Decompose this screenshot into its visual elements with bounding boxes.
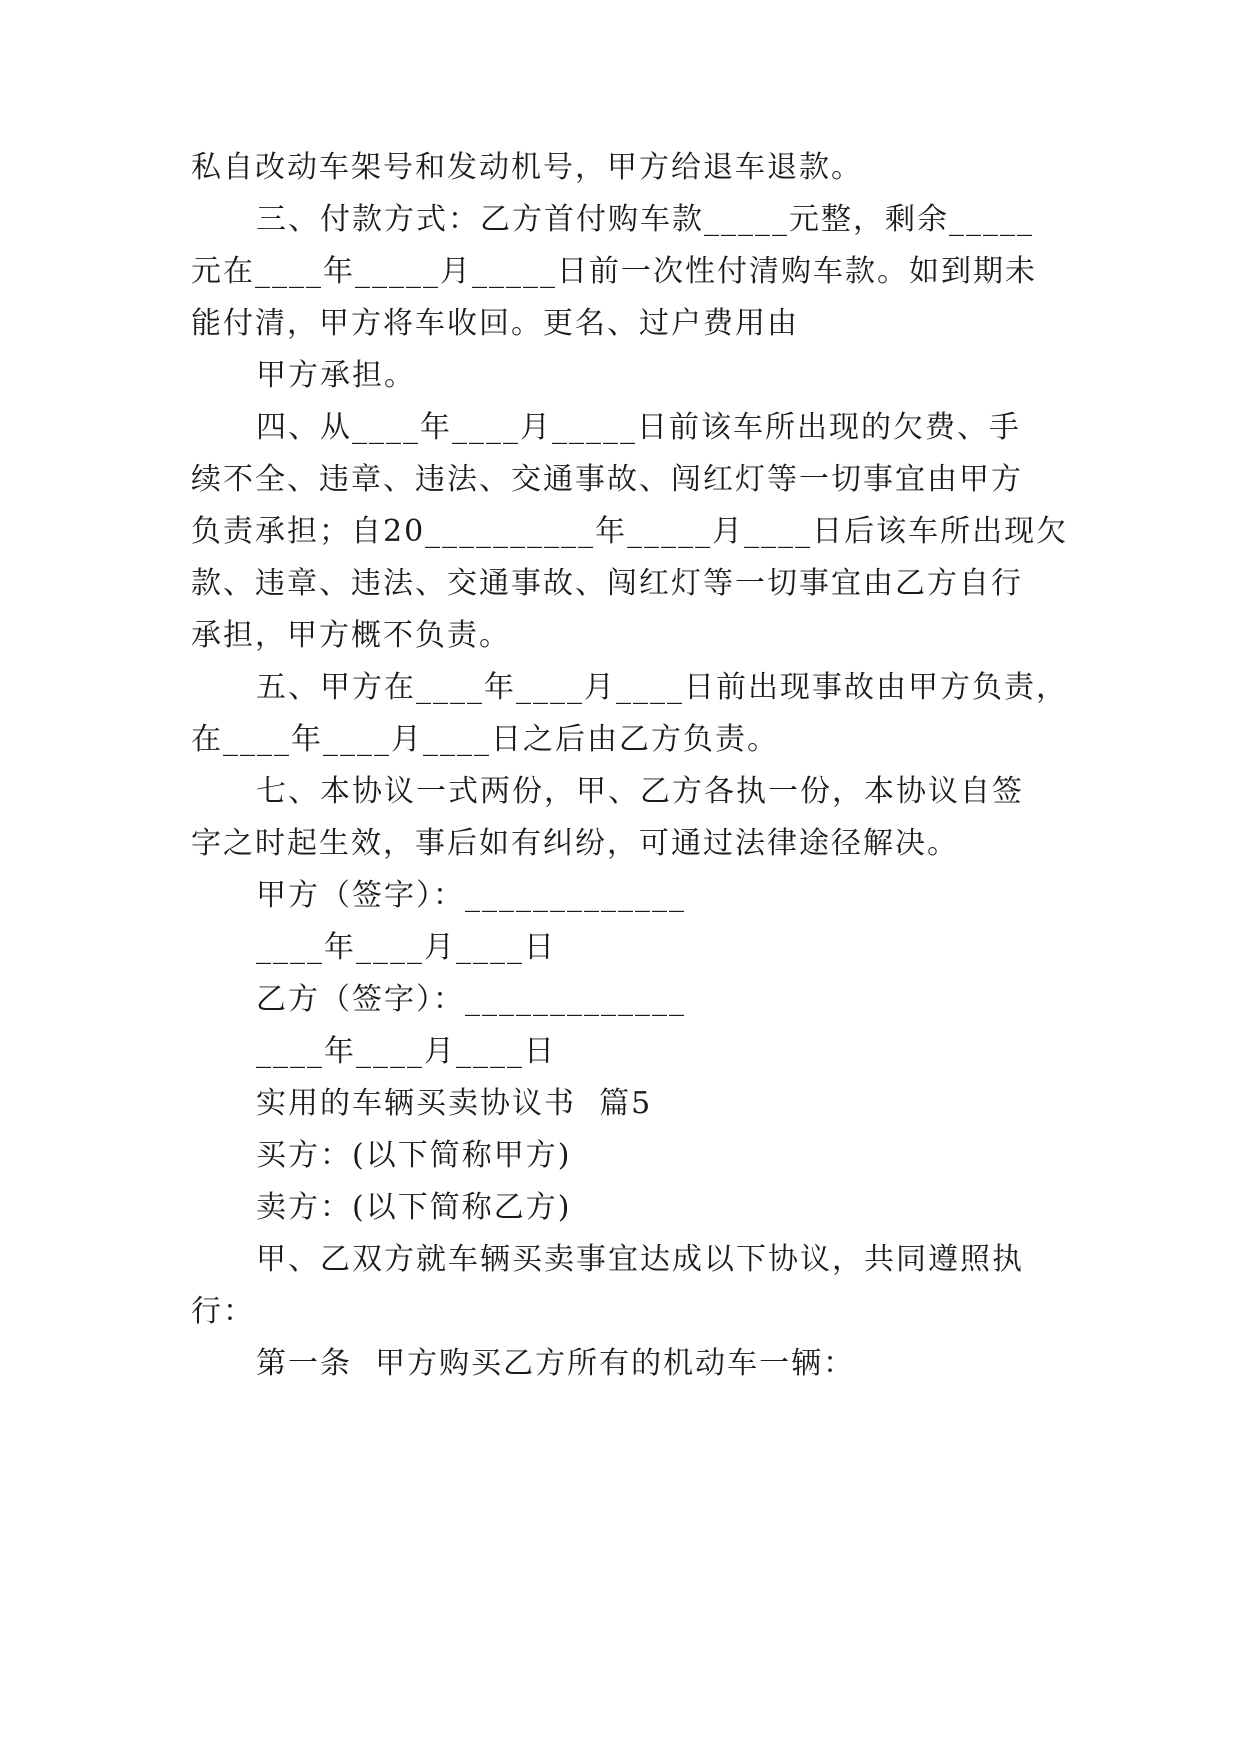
text-line-5: 甲方承担。 [256,358,416,393]
text-line-3: 元在____年_____月_____日前一次性付清购车款。如到期未 [191,254,1037,289]
seller-line: 卖方：(以下简称乙方) [256,1190,572,1225]
text-line-7: 续不全、违章、违法、交通事故、闯红灯等一切事宜由甲方 [191,462,1023,497]
text-line-1: 私自改动车架号和发动机号，甲方给退车退款。 [191,150,863,185]
party-a-date: ____年____月____日 [256,930,556,965]
article-one-line: 第一条 甲方购买乙方所有的机动车一辆： [256,1346,856,1381]
text-line-6: 四、从____年____月_____日前该车所出现的欠费、手 [256,410,1021,445]
text-line-14: 字之时起生效，事后如有纠纷，可通过法律途径解决。 [191,826,959,861]
party-b-signature: 乙方（签字）：_____________ [256,982,686,1017]
text-line-10: 承担，甲方概不负责。 [191,618,511,653]
text-line-12: 在____年____月____日之后由乙方负责。 [191,722,779,757]
text-line-9: 款、违章、违法、交通事故、闯红灯等一切事宜由乙方自行 [191,566,1023,601]
buyer-line: 买方：(以下简称甲方) [256,1138,572,1173]
section-heading: 实用的车辆买卖协议书 篇5 [256,1086,653,1121]
text-line-11: 五、甲方在____年____月____日前出现事故由甲方负责， [256,670,1068,705]
text-line-8: 负责承担；自20__________年_____月____日后该车所出现欠 [191,514,1069,549]
party-b-date: ____年____月____日 [256,1034,556,1069]
text-line-23: 行： [191,1294,255,1329]
party-a-signature: 甲方（签字）：_____________ [256,878,686,913]
text-line-2: 三、付款方式：乙方首付购车款_____元整，剩余_____ [256,202,1034,237]
text-line-13: 七、本协议一式两份，甲、乙方各执一份，本协议自签 [256,774,1024,809]
text-line-22: 甲、乙双方就车辆买卖事宜达成以下协议，共同遵照执 [256,1242,1024,1277]
text-line-4: 能付清，甲方将车收回。更名、过户费用由 [191,306,799,341]
